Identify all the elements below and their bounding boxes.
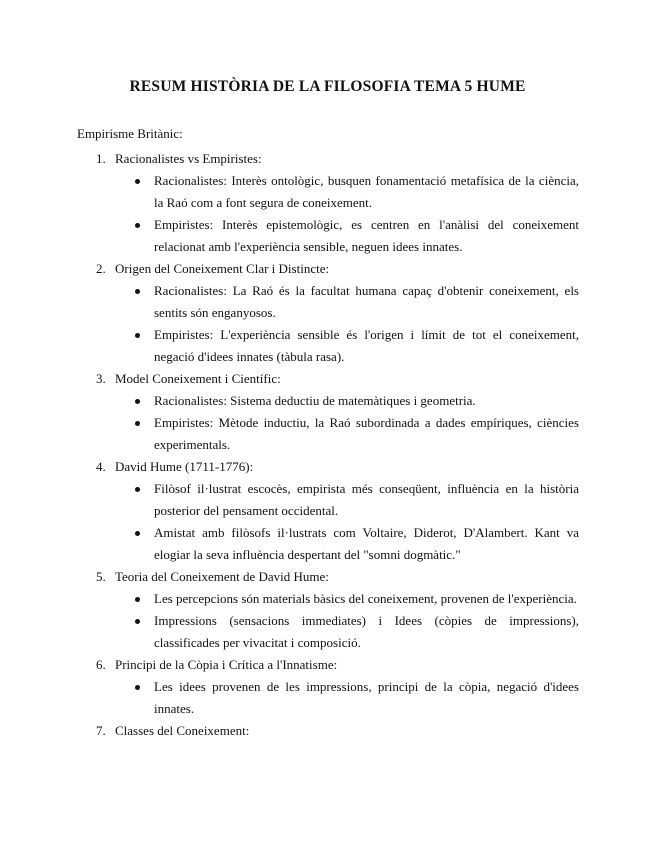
bullet-item	[115, 610, 579, 654]
section-number: 7.	[96, 723, 106, 738]
bullet-item	[115, 390, 579, 412]
bullet-dot-icon	[135, 399, 140, 404]
bullet-list	[115, 390, 579, 456]
bullet-text: Racionalistes: La Raó és la facultat humana capaç d'obtenir coneixement, els sentits són enganyosos.	[154, 283, 579, 320]
bullet-dot-icon	[135, 179, 140, 184]
bullet-dot-icon	[135, 531, 140, 536]
section-title: Classes del Coneixement:	[115, 723, 250, 738]
section-item	[77, 368, 579, 456]
section-item	[77, 654, 579, 720]
bullet-item	[115, 324, 579, 368]
bullet-dot-icon	[135, 223, 140, 228]
bullet-text: Amistat amb filòsofs il·lustrats com Voltaire, Diderot, D'Alambert. Kant va elogiar la seva influència despertant del "somni dogmàtic."	[154, 525, 579, 562]
section-number: 6.	[96, 657, 106, 672]
bullet-text: Empiristes: Interès epistemològic, es centren en l'anàlisi del coneixement relacionat amb l'experiència sensible, neguen idees innates.	[154, 217, 579, 254]
section-title: Principi de la Còpia i Crítica a l'Innatisme:	[115, 657, 338, 672]
bullet-text: Empiristes: Mètode inductiu, la Raó subordinada a dades empíriques, ciències experimentals.	[154, 415, 579, 452]
bullet-item	[115, 214, 579, 258]
bullet-text: Impressions (sensacions immediates) i Idees (còpies de impressions), classificades per vivacitat i composició.	[154, 613, 579, 650]
bullet-dot-icon	[135, 619, 140, 624]
bullet-item	[115, 676, 579, 720]
bullet-dot-icon	[135, 421, 140, 426]
intro-heading: Empirisme Britànic:	[77, 126, 183, 141]
bullet-dot-icon	[135, 289, 140, 294]
section-item	[77, 148, 579, 258]
section-item	[77, 258, 579, 368]
bullet-item	[115, 412, 579, 456]
bullet-item	[115, 588, 579, 610]
bullet-list	[115, 478, 579, 566]
bullet-item	[115, 170, 579, 214]
bullet-dot-icon	[135, 685, 140, 690]
bullet-text: Filòsof il·lustrat escocès, empirista més conseqüent, influència en la història posterior del pensament occidental.	[154, 481, 579, 518]
section-title: Model Coneixement i Científic:	[115, 371, 281, 386]
section-title: David Hume (1711-1776):	[115, 459, 254, 474]
bullet-text: Racionalistes: Sistema deductiu de matemàtiques i geometria.	[154, 393, 476, 408]
bullet-item	[115, 522, 579, 566]
section-number: 3.	[96, 371, 106, 386]
bullet-text: Les percepcions són materials bàsics del coneixement, provenen de l'experiència.	[154, 591, 577, 606]
section-title: Origen del Coneixement Clar i Distincte:	[115, 261, 330, 276]
bullet-dot-icon	[135, 487, 140, 492]
bullet-item	[115, 280, 579, 324]
section-number: 1.	[96, 151, 106, 166]
section-title: Teoria del Coneixement de David Hume:	[115, 569, 329, 584]
bullet-list	[115, 588, 579, 654]
bullet-text: Les idees provenen de les impressions, principi de la còpia, negació d'idees innates.	[154, 679, 579, 716]
section-item	[77, 456, 579, 566]
bullet-list	[115, 280, 579, 368]
section-number: 4.	[96, 459, 106, 474]
section-list	[77, 148, 579, 742]
section-title: Racionalistes vs Empiristes:	[115, 151, 262, 166]
bullet-text: Empiristes: L'experiència sensible és l'origen i límit de tot el coneixement, negació d'idees innates (tàbula rasa).	[154, 327, 579, 364]
bullet-text: Racionalistes: Interès ontològic, busquen fonamentació metafísica de la ciència, la Raó com a font segura de coneixement.	[154, 173, 579, 210]
section-item	[77, 566, 579, 654]
bullet-list	[115, 676, 579, 720]
document-title: RESUM HISTÒRIA DE LA FILOSOFIA TEMA 5 HUME	[129, 78, 526, 95]
section-number: 2.	[96, 261, 106, 276]
bullet-item	[115, 478, 579, 522]
section-number: 5.	[96, 569, 106, 584]
section-item	[77, 720, 579, 742]
bullet-dot-icon	[135, 597, 140, 602]
bullet-dot-icon	[135, 333, 140, 338]
bullet-list	[115, 170, 579, 258]
